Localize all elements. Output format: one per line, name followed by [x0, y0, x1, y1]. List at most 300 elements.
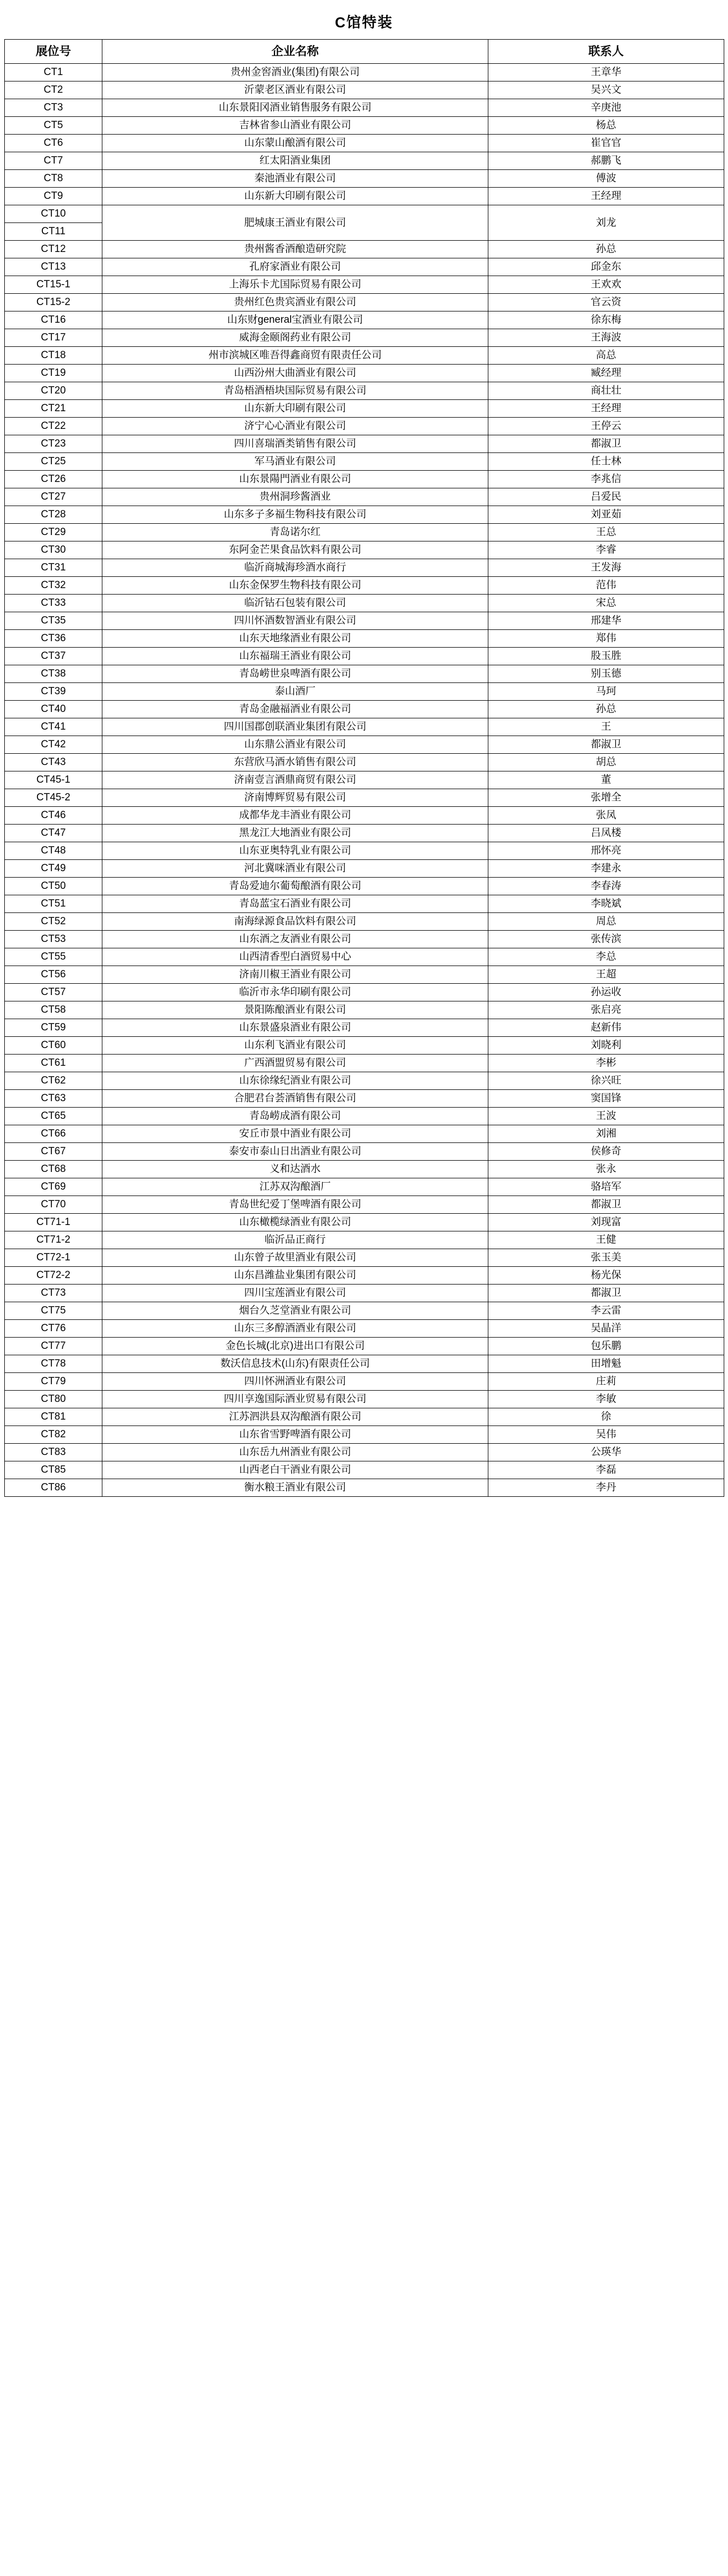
cell-company: 山东多子多福生物科技有限公司	[102, 506, 488, 524]
cell-company: 孔府家酒业有限公司	[102, 258, 488, 276]
cell-company: 江苏双沟酿酒厂	[102, 1178, 488, 1196]
cell-company: 南海绿源食品饮料有限公司	[102, 913, 488, 931]
cell-company: 临沂钴石包装有限公司	[102, 595, 488, 612]
cell-booth: CT16	[5, 311, 102, 329]
table-row	[5, 878, 724, 895]
cell-booth: CT52	[5, 913, 102, 931]
cell-booth: CT27	[5, 488, 102, 506]
cell-contact: 官云资	[488, 294, 724, 311]
cell-booth: CT21	[5, 400, 102, 418]
cell-company: 青岛爱迪尔葡萄酿酒有限公司	[102, 878, 488, 895]
cell-contact: 李磊	[488, 1461, 724, 1479]
table-row	[5, 1426, 724, 1444]
table-row	[5, 1338, 724, 1355]
table-row	[5, 435, 724, 453]
table-row	[5, 418, 724, 435]
table-row	[5, 1055, 724, 1072]
cell-contact: 吕爱民	[488, 488, 724, 506]
cell-company: 山西老白干酒业有限公司	[102, 1461, 488, 1479]
cell-booth: CT22	[5, 418, 102, 435]
cell-company: 河北冀咪酒业有限公司	[102, 860, 488, 878]
cell-company: 山东福瑞王酒业有限公司	[102, 648, 488, 665]
cell-booth: CT26	[5, 471, 102, 488]
table-row	[5, 577, 724, 595]
cell-contact: 辛庚池	[488, 99, 724, 117]
cell-company: 东阿金芒果食品饮料有限公司	[102, 541, 488, 559]
cell-company: 山东天地缘酒业有限公司	[102, 630, 488, 648]
cell-company: 青岛蓝宝石酒业有限公司	[102, 895, 488, 913]
cell-contact: 张传滨	[488, 931, 724, 948]
cell-booth: CT83	[5, 1444, 102, 1461]
cell-booth: CT61	[5, 1055, 102, 1072]
cell-contact: 徐	[488, 1408, 724, 1426]
cell-booth: CT40	[5, 701, 102, 718]
table-row	[5, 789, 724, 807]
cell-company: 衡水粮王酒业有限公司	[102, 1479, 488, 1497]
cell-contact: 刘龙	[488, 205, 724, 241]
cell-company: 数沃信息技术(山东)有限责任公司	[102, 1355, 488, 1373]
cell-contact: 范伟	[488, 577, 724, 595]
cell-booth: CT5	[5, 117, 102, 135]
cell-company: 合肥君台荟酒销售有限公司	[102, 1090, 488, 1108]
table-row	[5, 471, 724, 488]
cell-contact: 王健	[488, 1231, 724, 1249]
table-row	[5, 1355, 724, 1373]
cell-company: 山东省雪野啤酒有限公司	[102, 1426, 488, 1444]
cell-company: 山东景盛泉酒业有限公司	[102, 1019, 488, 1037]
cell-contact: 王欢欢	[488, 276, 724, 294]
table-row	[5, 453, 724, 471]
table-row	[5, 1285, 724, 1302]
cell-company: 义和达酒水	[102, 1161, 488, 1178]
cell-booth: CT70	[5, 1196, 102, 1214]
cell-contact: 都淑卫	[488, 1285, 724, 1302]
cell-contact: 刘现富	[488, 1214, 724, 1231]
table-row	[5, 1001, 724, 1019]
cell-company: 青岛崂世泉啤酒有限公司	[102, 665, 488, 683]
table-row	[5, 630, 724, 648]
cell-contact: 王总	[488, 524, 724, 541]
cell-company: 青岛崂成酒有限公司	[102, 1108, 488, 1125]
cell-booth: CT46	[5, 807, 102, 825]
table-row	[5, 931, 724, 948]
cell-booth: CT32	[5, 577, 102, 595]
table-row	[5, 1125, 724, 1143]
cell-contact: 孙总	[488, 701, 724, 718]
table-row	[5, 1444, 724, 1461]
cell-booth: CT66	[5, 1125, 102, 1143]
cell-company: 山东新大印刷有限公司	[102, 188, 488, 205]
cell-booth: CT49	[5, 860, 102, 878]
table-row	[5, 294, 724, 311]
cell-contact: 任士林	[488, 453, 724, 471]
cell-contact: 郑伟	[488, 630, 724, 648]
cell-contact: 李云雷	[488, 1302, 724, 1320]
table-row	[5, 1108, 724, 1125]
cell-contact: 邢怀亮	[488, 842, 724, 860]
cell-booth: CT80	[5, 1391, 102, 1408]
table-row	[5, 683, 724, 701]
cell-company: 山东利飞酒业有限公司	[102, 1037, 488, 1055]
cell-booth: CT73	[5, 1285, 102, 1302]
cell-contact: 李彬	[488, 1055, 724, 1072]
cell-company: 济南壹言酒鼎商贸有限公司	[102, 771, 488, 789]
cell-contact: 都淑卫	[488, 1196, 724, 1214]
cell-company: 泰山酒厂	[102, 683, 488, 701]
table-row	[5, 541, 724, 559]
cell-booth: CT36	[5, 630, 102, 648]
cell-booth: CT8	[5, 170, 102, 188]
cell-company: 红太阳酒业集团	[102, 152, 488, 170]
cell-contact: 傅波	[488, 170, 724, 188]
cell-booth: CT75	[5, 1302, 102, 1320]
cell-company: 江苏泗洪县双沟酿酒有限公司	[102, 1408, 488, 1426]
cell-company: 四川怀酒数智酒业有限公司	[102, 612, 488, 630]
cell-contact: 包乐鹏	[488, 1338, 724, 1355]
cell-contact: 吴兴文	[488, 81, 724, 99]
cell-contact: 李春涛	[488, 878, 724, 895]
cell-booth: CT41	[5, 718, 102, 736]
cell-booth: CT68	[5, 1161, 102, 1178]
cell-booth: CT10	[5, 205, 102, 223]
cell-contact: 徐兴旺	[488, 1072, 724, 1090]
cell-booth: CT39	[5, 683, 102, 701]
cell-contact: 臧经理	[488, 365, 724, 382]
cell-company: 肥城康王酒业有限公司	[102, 205, 488, 241]
table-header-row	[5, 40, 724, 64]
cell-company: 青岛金融福酒业有限公司	[102, 701, 488, 718]
cell-contact: 庄莉	[488, 1373, 724, 1391]
table-row	[5, 1479, 724, 1497]
table-row	[5, 648, 724, 665]
table-row	[5, 152, 724, 170]
cell-booth: CT72-2	[5, 1267, 102, 1285]
column-header-booth: 展位号	[5, 40, 102, 64]
cell-contact: 董	[488, 771, 724, 789]
cell-booth: CT30	[5, 541, 102, 559]
cell-contact: 都淑卫	[488, 736, 724, 754]
cell-company: 吉林省参山酒业有限公司	[102, 117, 488, 135]
cell-booth: CT15-2	[5, 294, 102, 311]
table-row	[5, 1391, 724, 1408]
cell-contact: 王发海	[488, 559, 724, 577]
cell-booth: CT82	[5, 1426, 102, 1444]
cell-booth: CT57	[5, 984, 102, 1001]
cell-company: 山东鼎公酒业有限公司	[102, 736, 488, 754]
page-title: C馆特装	[335, 14, 393, 31]
table-row	[5, 1320, 724, 1338]
cell-company: 山东亚奥特乳业有限公司	[102, 842, 488, 860]
cell-booth: CT77	[5, 1338, 102, 1355]
cell-booth: CT58	[5, 1001, 102, 1019]
table-row	[5, 665, 724, 683]
table-row	[5, 1196, 724, 1214]
table-row	[5, 701, 724, 718]
cell-contact: 马珂	[488, 683, 724, 701]
cell-contact: 商壮壮	[488, 382, 724, 400]
cell-company: 青岛世纪爱丁堡啤酒有限公司	[102, 1196, 488, 1214]
cell-booth: CT45-1	[5, 771, 102, 789]
cell-booth: CT42	[5, 736, 102, 754]
table-row	[5, 754, 724, 771]
cell-company: 山东曾子故里酒业有限公司	[102, 1249, 488, 1267]
cell-company: 山东金保罗生物科技有限公司	[102, 577, 488, 595]
cell-contact: 李晓斌	[488, 895, 724, 913]
cell-booth: CT15-1	[5, 276, 102, 294]
table-row	[5, 258, 724, 276]
cell-booth: CT19	[5, 365, 102, 382]
cell-company: 上海乐卡尤国际贸易有限公司	[102, 276, 488, 294]
cell-booth: CT47	[5, 825, 102, 842]
table-row	[5, 1214, 724, 1231]
cell-booth: CT33	[5, 595, 102, 612]
cell-booth: CT62	[5, 1072, 102, 1090]
table-row	[5, 771, 724, 789]
table-row	[5, 948, 724, 966]
cell-contact: 孙总	[488, 241, 724, 258]
cell-contact: 杨总	[488, 117, 724, 135]
cell-booth: CT23	[5, 435, 102, 453]
cell-contact: 郝鹏飞	[488, 152, 724, 170]
cell-booth: CT20	[5, 382, 102, 400]
table-row	[5, 1461, 724, 1479]
cell-contact: 李睿	[488, 541, 724, 559]
cell-booth: CT29	[5, 524, 102, 541]
cell-company: 济南博辉贸易有限公司	[102, 789, 488, 807]
table-row	[5, 382, 724, 400]
table-row	[5, 365, 724, 382]
cell-contact: 李总	[488, 948, 724, 966]
cell-company: 贵州酱香酒酿造研究院	[102, 241, 488, 258]
cell-booth: CT37	[5, 648, 102, 665]
cell-contact: 刘晓利	[488, 1037, 724, 1055]
cell-company: 山东橄榄绿酒业有限公司	[102, 1214, 488, 1231]
cell-booth: CT13	[5, 258, 102, 276]
table-row	[5, 1302, 724, 1320]
cell-booth: CT59	[5, 1019, 102, 1037]
table-row	[5, 1267, 724, 1285]
cell-company: 广西酒盟贸易有限公司	[102, 1055, 488, 1072]
cell-contact: 吕凤楼	[488, 825, 724, 842]
cell-company: 金色长城(北京)进出口有限公司	[102, 1338, 488, 1355]
table-row	[5, 1143, 724, 1161]
cell-contact: 王停云	[488, 418, 724, 435]
cell-company: 山东酒之友酒业有限公司	[102, 931, 488, 948]
cell-booth: CT76	[5, 1320, 102, 1338]
cell-company: 州市滨城区唯吾得鑫商贸有限责任公司	[102, 347, 488, 365]
cell-booth: CT35	[5, 612, 102, 630]
cell-company: 四川享逸国际酒业贸易有限公司	[102, 1391, 488, 1408]
cell-company: 秦池酒业有限公司	[102, 170, 488, 188]
cell-contact: 王经理	[488, 188, 724, 205]
table-row	[5, 736, 724, 754]
cell-contact: 崔官官	[488, 135, 724, 152]
table-row	[5, 1231, 724, 1249]
cell-contact: 赵新伟	[488, 1019, 724, 1037]
cell-booth: CT55	[5, 948, 102, 966]
cell-booth: CT65	[5, 1108, 102, 1125]
cell-booth: CT17	[5, 329, 102, 347]
column-header-company: 企业名称	[102, 40, 488, 64]
cell-company: 成都华龙丰酒业有限公司	[102, 807, 488, 825]
table-row	[5, 825, 724, 842]
cell-company: 四川国郡创联酒业集团有限公司	[102, 718, 488, 736]
cell-contact: 王波	[488, 1108, 724, 1125]
table-row	[5, 188, 724, 205]
cell-contact: 吴伟	[488, 1426, 724, 1444]
cell-company: 山东三多醇酒酒业有限公司	[102, 1320, 488, 1338]
cell-company: 青岛梧酒梧块国际贸易有限公司	[102, 382, 488, 400]
cell-company: 四川怀洲酒业有限公司	[102, 1373, 488, 1391]
cell-company: 临沂商城海珍酒水商行	[102, 559, 488, 577]
table-row	[5, 1161, 724, 1178]
cell-contact: 田增魁	[488, 1355, 724, 1373]
cell-company: 沂蒙老区酒业有限公司	[102, 81, 488, 99]
cell-contact: 徐东梅	[488, 311, 724, 329]
cell-booth: CT81	[5, 1408, 102, 1426]
cell-contact: 刘亚茹	[488, 506, 724, 524]
table-row	[5, 64, 724, 81]
cell-contact: 王经理	[488, 400, 724, 418]
column-header-contact: 联系人	[488, 40, 724, 64]
cell-booth: CT53	[5, 931, 102, 948]
cell-company: 贵州红色贵宾酒业有限公司	[102, 294, 488, 311]
table-row	[5, 718, 724, 736]
cell-company: 安丘市景中酒业有限公司	[102, 1125, 488, 1143]
table-row	[5, 1249, 724, 1267]
cell-contact: 张永	[488, 1161, 724, 1178]
cell-booth: CT38	[5, 665, 102, 683]
table-row	[5, 329, 724, 347]
table-row	[5, 1019, 724, 1037]
cell-booth: CT67	[5, 1143, 102, 1161]
cell-company: 山东徐缘纪酒业有限公司	[102, 1072, 488, 1090]
table-row	[5, 400, 724, 418]
cell-booth: CT51	[5, 895, 102, 913]
cell-contact: 王章华	[488, 64, 724, 81]
cell-company: 黑龙江大地酒业有限公司	[102, 825, 488, 842]
cell-company: 临沂市永华印刷有限公司	[102, 984, 488, 1001]
cell-contact: 宋总	[488, 595, 724, 612]
cell-booth: CT78	[5, 1355, 102, 1373]
cell-contact: 李敏	[488, 1391, 724, 1408]
cell-booth: CT69	[5, 1178, 102, 1196]
cell-contact: 王海波	[488, 329, 724, 347]
cell-booth: CT1	[5, 64, 102, 81]
table-row	[5, 1090, 724, 1108]
table-row	[5, 170, 724, 188]
cell-booth: CT63	[5, 1090, 102, 1108]
cell-booth: CT3	[5, 99, 102, 117]
table-row	[5, 612, 724, 630]
cell-company: 泰安市泰山日出酒业有限公司	[102, 1143, 488, 1161]
cell-company: 山东景陽門酒业有限公司	[102, 471, 488, 488]
table-row	[5, 524, 724, 541]
cell-contact: 公瑛华	[488, 1444, 724, 1461]
table-row	[5, 595, 724, 612]
cell-company: 烟台久芝堂酒业有限公司	[102, 1302, 488, 1320]
table-row	[5, 1373, 724, 1391]
cell-company: 山东景阳冈酒业销售服务有限公司	[102, 99, 488, 117]
table-row	[5, 506, 724, 524]
cell-booth: CT28	[5, 506, 102, 524]
cell-booth: CT25	[5, 453, 102, 471]
cell-contact: 张凤	[488, 807, 724, 825]
cell-contact: 股玉胜	[488, 648, 724, 665]
cell-booth: CT71-2	[5, 1231, 102, 1249]
table-row	[5, 895, 724, 913]
cell-contact: 周总	[488, 913, 724, 931]
cell-contact: 刘湘	[488, 1125, 724, 1143]
cell-contact: 吴晶洋	[488, 1320, 724, 1338]
table-row	[5, 241, 724, 258]
cell-booth: CT18	[5, 347, 102, 365]
cell-company: 山西清香型白酒贸易中心	[102, 948, 488, 966]
cell-contact: 骆培军	[488, 1178, 724, 1196]
cell-company: 济宁心心酒业有限公司	[102, 418, 488, 435]
table-row	[5, 913, 724, 931]
cell-contact: 邱金东	[488, 258, 724, 276]
cell-contact: 王	[488, 718, 724, 736]
table-row	[5, 1037, 724, 1055]
table-row	[5, 1072, 724, 1090]
cell-company: 山东蒙山酿酒有限公司	[102, 135, 488, 152]
cell-booth: CT48	[5, 842, 102, 860]
cell-booth: CT79	[5, 1373, 102, 1391]
cell-contact: 窦国锋	[488, 1090, 724, 1108]
cell-contact: 都淑卫	[488, 435, 724, 453]
exhibitor-table	[4, 39, 724, 1497]
table-row	[5, 559, 724, 577]
cell-company: 临沂品正商行	[102, 1231, 488, 1249]
cell-contact: 高总	[488, 347, 724, 365]
cell-contact: 别玉德	[488, 665, 724, 683]
cell-contact: 杨光保	[488, 1267, 724, 1285]
cell-company: 贵州金窖酒业(集团)有限公司	[102, 64, 488, 81]
cell-contact: 李建永	[488, 860, 724, 878]
table-row	[5, 842, 724, 860]
table-body	[5, 64, 724, 1497]
cell-booth: CT9	[5, 188, 102, 205]
cell-company: 山东昌潍盐业集团有限公司	[102, 1267, 488, 1285]
table-row	[5, 347, 724, 365]
table-row	[5, 1178, 724, 1196]
table-row	[5, 205, 724, 223]
table-row	[5, 276, 724, 294]
table-row	[5, 135, 724, 152]
table-row	[5, 984, 724, 1001]
cell-company: 贵州洞珍酱酒业	[102, 488, 488, 506]
cell-contact: 李兆信	[488, 471, 724, 488]
cell-booth: CT60	[5, 1037, 102, 1055]
cell-booth: CT7	[5, 152, 102, 170]
cell-booth: CT56	[5, 966, 102, 984]
cell-contact: 孙运收	[488, 984, 724, 1001]
cell-booth: CT6	[5, 135, 102, 152]
table-row	[5, 966, 724, 984]
cell-company: 山西汾州大曲酒业有限公司	[102, 365, 488, 382]
cell-contact: 张增全	[488, 789, 724, 807]
cell-contact: 张玉美	[488, 1249, 724, 1267]
cell-contact: 邢建华	[488, 612, 724, 630]
cell-company: 济南川椒王酒业有限公司	[102, 966, 488, 984]
table-row	[5, 311, 724, 329]
cell-company: 威海金颐阁药业有限公司	[102, 329, 488, 347]
cell-company: 军马酒业有限公司	[102, 453, 488, 471]
cell-contact: 李丹	[488, 1479, 724, 1497]
table-row	[5, 1408, 724, 1426]
table-row	[5, 807, 724, 825]
